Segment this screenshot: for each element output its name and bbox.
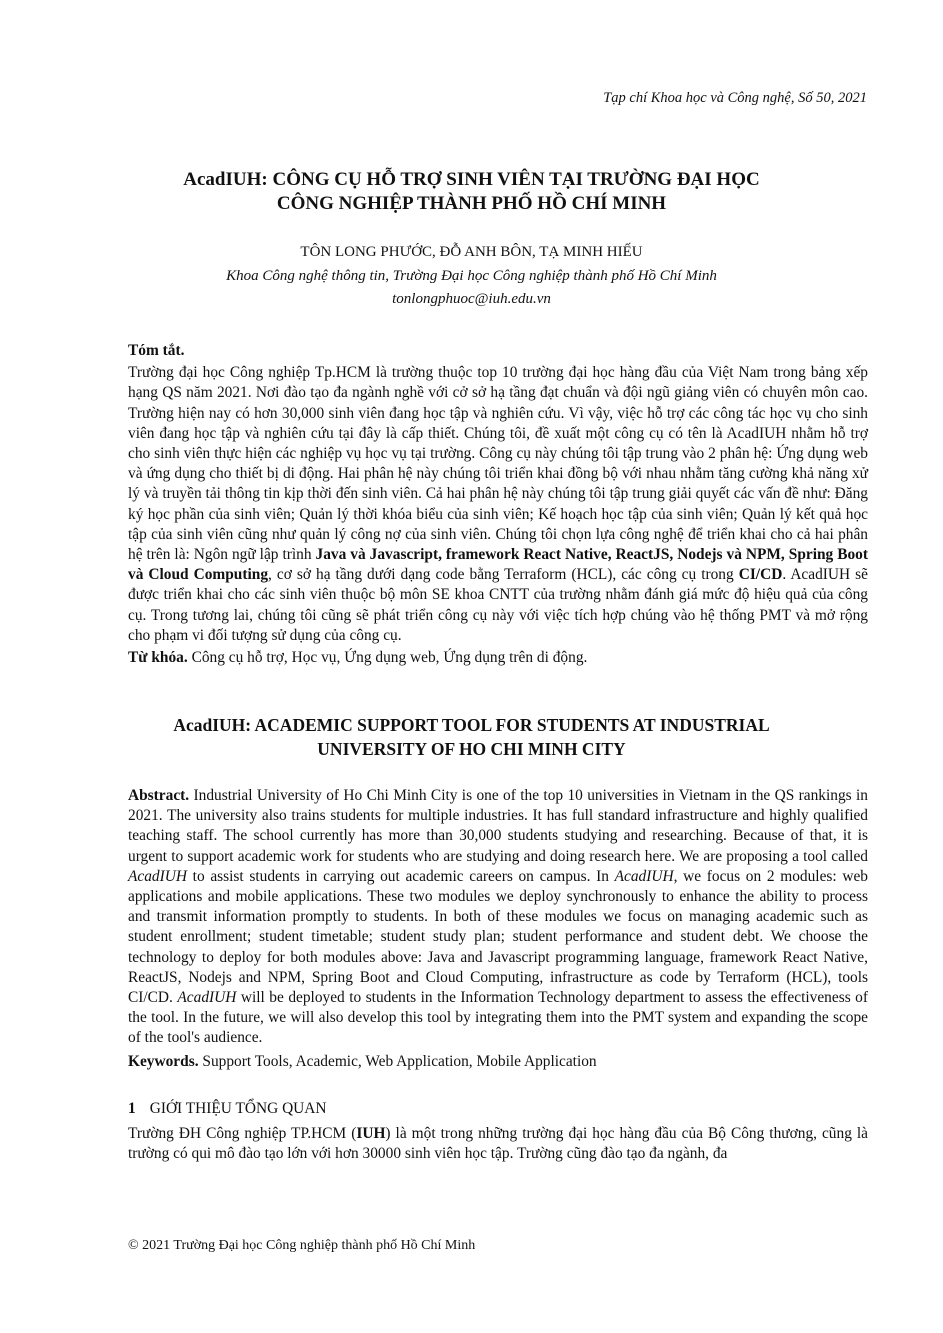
email-link[interactable]: tonlongphuoc@iuh.edu.vn — [392, 291, 551, 307]
text-emph: CI/CD — [738, 566, 783, 584]
tool-name: AcadIUH — [128, 867, 187, 885]
affiliation: Khoa Công nghệ thông tin, Trường Đại học Công nghiệp thành phố Hồ Chí Minh — [226, 268, 717, 284]
text: Trường ĐH Công nghiệp TP.HCM ( — [128, 1125, 357, 1142]
summary-paragraph — [128, 363, 868, 646]
keywords-label: Từ khóa. — [128, 649, 188, 667]
body-paragraph — [128, 1124, 868, 1164]
text: to assist students in carrying out academic careers on campus. In — [186, 867, 615, 885]
text-emph: IUH — [356, 1125, 386, 1142]
section-title: GIỚI THIỆU TỔNG QUAN — [149, 1100, 327, 1117]
keywords-label: Keywords. — [128, 1052, 199, 1070]
text: , cơ sở hạ tầng dưới dạng code bằng Terraform (HCL), các công cụ trong — [268, 566, 739, 584]
abstract-paragraph — [128, 786, 868, 1049]
summary-heading: Tóm tắt. — [128, 342, 185, 359]
text: Industrial University of Ho Chi Minh City is one of the top 10 universities in Vietnam in the QS rankings in 2021. The university also trains students for multiple industries. It has full standard infrastructure and highly qualified teaching staff. The school currently has more than 30,000 students studying and researching. Because of that, it is urgent to support academic work for students who are studying and doing research here. We are proposing a tool called — [128, 787, 868, 865]
title-line: AcadIUH: ACADEMIC SUPPORT TOOL FOR STUDENTS AT INDUSTRIAL — [173, 715, 770, 735]
keywords-text: Support Tools, Academic, Web Application, Mobile Application — [198, 1052, 597, 1070]
title-line: AcadIUH: CÔNG CỤ HỖ TRỢ SINH VIÊN TẠI TRƯỜNG ĐẠI HỌC — [183, 169, 760, 190]
text: , we focus on 2 modules: web applications and mobile applications. These two modules we deploy synchronously to enhance the ability to process and transmit information promptly to students. In both of these modules we focus on managing academic such as student enrollment; student timetable; student study plan; student performance and student debt. We choose the technology to deploy for both modules above: Java and Javascript programming language, framework React Native, ReactJS, Nodejs and NPM, Spring Boot and Cloud Computing, infrastructure as code by Terraform (HCL), tools CI/CD. — [128, 867, 869, 1007]
paper-title-vi — [100, 168, 843, 216]
text-emph: Java và Javascript, framework React Native, ReactJS, Nodejs và NPM, Spring Boot và Cloud Computing — [128, 546, 869, 584]
abstract-label: Abstract. — [128, 787, 190, 804]
section-heading — [128, 1100, 327, 1118]
title-line: UNIVERSITY OF HO CHI MINH CITY — [317, 739, 626, 759]
text: . AcadIUH sẽ được triển khai cho các sinh viên thuộc bộ môn SE khoa CNTT của trường nhằm đánh giá mức độ hiệu quả của công cụ. Trong tương lai, chúng tôi cũng sẽ phát triển công cụ này với việc tích hợp chúng vào hệ thống PMT và mở rộng cho phạm vi đối tượng sử dụng của công cụ. — [128, 566, 868, 644]
text: Trường đại học Công nghiệp Tp.HCM là trường thuộc top 10 trường đại học hàng đầu của Việt Nam trong bảng xếp hạng QS năm 2021. Nơi đào tạo đa ngành nghề với cở sở hạ tầng đạt chuẩn và đội ngũ giảng viên có chuyên môn cao. Trường hiện nay có hơn 30,000 sinh viên đang học tập và nghiên cứu. Vì vậy, việc hỗ trợ các công tác học vụ cho sinh viên đang học tập và nghiên cứu tại đây là cấp thiết. Chúng tôi, đề xuất một công cụ có tên là AcadIUH nhằm hỗ trợ cho sinh viên thực hiện các nghiệp vụ học vụ tại trường. Công cụ này chúng tôi tập trung vào 2 phân hệ: Ứng dụng web và ứng dụng cho thiết bị di động. Hai phân hệ này chúng tôi triển khai đồng bộ với nhau nhằm tăng cường khả năng xử lý và truyền tải thông tin kịp thời đến sinh viên. Cả hai phân hệ này chúng tôi tập trung giải quyết các vấn đề như: Đăng ký học phần của sinh viên; Quản lý thời khóa biểu của sinh viên; Kế hoạch học tập của sinh viên; Quản lý kết quả học tập của sinh viên cũng như quản lý công nợ của sinh viên. Chúng tôi chọn lựa công nghệ để triển khai cho cả hai phân hệ trên là: Ngôn ngữ lập trình — [128, 364, 868, 564]
section-body — [128, 1124, 868, 1164]
journal-header: Tạp chí Khoa học và Công nghệ, Số 50, 2021 — [603, 90, 867, 106]
abstract-en — [128, 786, 868, 1072]
title-line: CÔNG NGHIỆP THÀNH PHỐ HỒ CHÍ MINH — [276, 193, 667, 214]
tool-name: AcadIUH — [614, 867, 674, 885]
summary-vi — [128, 341, 868, 668]
text: will be deployed to students in the Information Technology department to assess the effectiveness of the tool. In the future, we will also develop this tool by integrating them into the PMT system and expanding the scope of the tool's audience. — [128, 989, 868, 1047]
tool-name: AcadIUH — [177, 989, 237, 1007]
copyright-footer: © 2021 Trường Đại học Công nghiệp thành phố Hồ Chí Minh — [128, 1238, 476, 1253]
keywords-en — [128, 1052, 868, 1072]
authors: TÔN LONG PHƯỚC, ĐỖ ANH BÔN, TẠ MINH HIẾU — [300, 244, 643, 260]
keywords-vi — [128, 648, 868, 668]
text: ) là một trong những trường đại học hàng đầu của Bộ Công thương, cũng là trường có qui mô đào tạo lớn với hơn 30000 sinh viên học tập. Trường cũng đào tạo đa ngành, đa — [128, 1125, 869, 1163]
keywords-text: Công cụ hỗ trợ, Học vụ, Ứng dụng web, Ứng dụng trên di động. — [187, 649, 588, 667]
paper-title-en — [100, 713, 843, 761]
section-number: 1 — [128, 1100, 136, 1117]
